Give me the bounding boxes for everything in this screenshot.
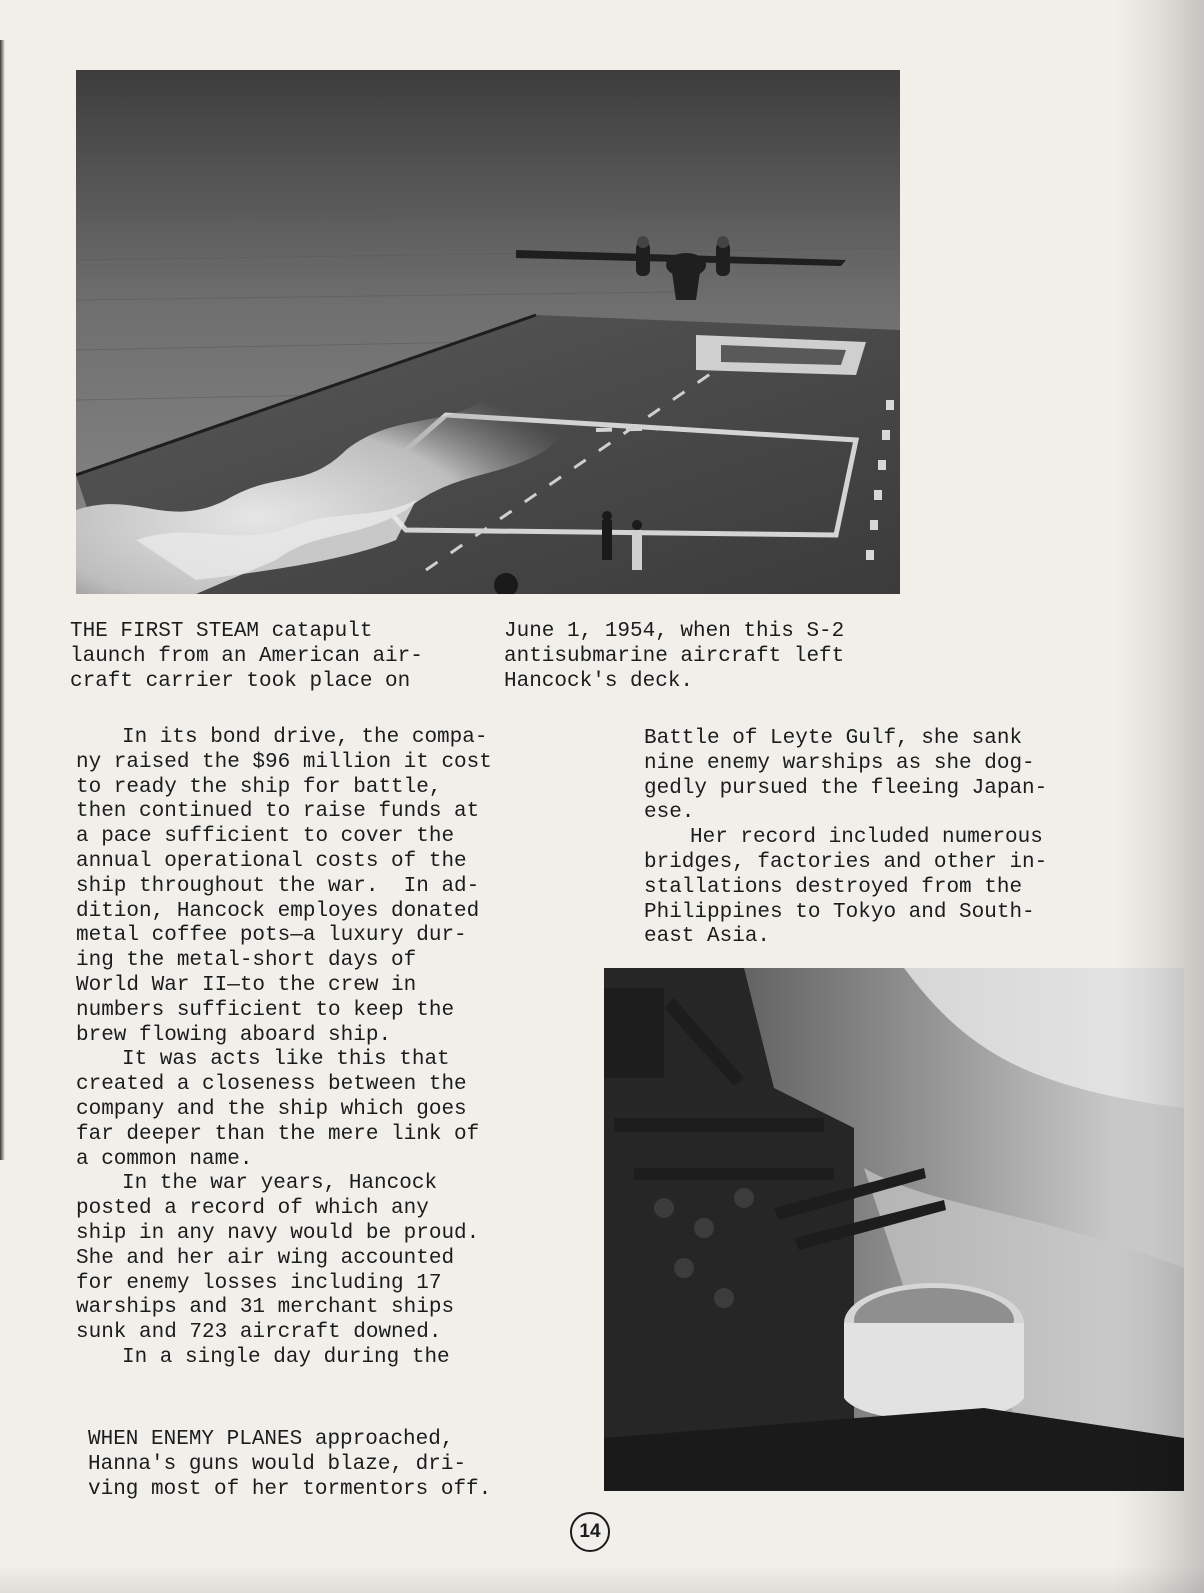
article-line: In its bond drive, the compa- [122,726,488,749]
article-line: east Asia. [644,925,771,949]
article-line: In a single day during the [122,1345,450,1369]
article-line: bridges, factories and other in- [644,850,1048,874]
caption-line: craft carrier took place on [70,669,411,693]
page-number: 14 [570,1512,610,1552]
article-line: sunk and 723 aircraft downed. [76,1321,442,1345]
article-line: Her record included numerous [690,826,1043,850]
article-line: It was acts like this that [122,1048,450,1072]
caption-line: WHEN ENEMY PLANES approached, [88,1428,454,1451]
article-line: ing the metal-short days of [76,949,417,973]
top-photo-caption-part-2 [504,620,844,694]
article-line: to ready the ship for battle, [76,775,442,799]
article-line: created a closeness between the [76,1073,467,1097]
article-column-left [76,726,492,1371]
article-line: brew flowing aboard ship. [76,1023,392,1047]
page-binding-edge [0,40,5,1160]
caption-line: antisubmarine aircraft left [504,644,845,668]
article-line: a pace sufficient to cover the [76,825,455,849]
caption-line: ving most of her tormentors off. [88,1477,492,1501]
caption-line: THE FIRST STEAM catapult [70,620,373,643]
article-line: ship throughout the war. In ad- [76,874,480,898]
article-line: Battle of Leyte Gulf, she sank [644,727,1023,750]
article-line: annual operational costs of the [76,849,467,873]
article-line: for enemy losses including 17 [76,1271,442,1295]
bottom-photo-caption [88,1428,491,1502]
article-line: far deeper than the mere link of [76,1122,480,1146]
article-line: ese. [644,801,695,825]
caption-line: Hanna's guns would blaze, dri- [88,1452,467,1476]
article-line: gedly pursued the fleeing Japan- [644,776,1048,800]
article-line: nine enemy warships as she dog- [644,751,1035,775]
article-line: a common name. [76,1147,253,1171]
article-line: ship in any navy would be proud. [76,1221,480,1245]
article-line: dition, Hancock employes donated [76,899,480,923]
page-bottom-edge [0,1565,1204,1593]
article-line: She and her air wing accounted [76,1246,455,1270]
ship-guns-photo [604,968,1184,1491]
article-line: then continued to raise funds at [76,800,480,824]
article-line: numbers sufficient to keep the [76,998,455,1022]
article-line: metal coffee pots—a luxury dur- [76,924,467,948]
catapult-launch-photo [76,70,900,594]
caption-line: Hancock's deck. [504,669,694,693]
article-column-right [644,727,1047,950]
article-line: In the war years, Hancock [122,1172,438,1196]
top-photo-caption-part-1 [70,620,423,694]
article-line: posted a record of which any [76,1197,429,1221]
article-line: stallations destroyed from the [644,875,1023,899]
page-edge-shadow [1114,0,1204,1593]
article-line: World War II—to the crew in [76,973,417,997]
caption-line: launch from an American air- [70,644,423,668]
article-line: warships and 31 merchant ships [76,1296,455,1320]
article-line: company and the ship which goes [76,1097,467,1121]
caption-line: June 1, 1954, when this S-2 [504,620,845,643]
article-line: Philippines to Tokyo and South- [644,900,1035,924]
article-line: ny raised the $96 million it cost [76,750,492,774]
